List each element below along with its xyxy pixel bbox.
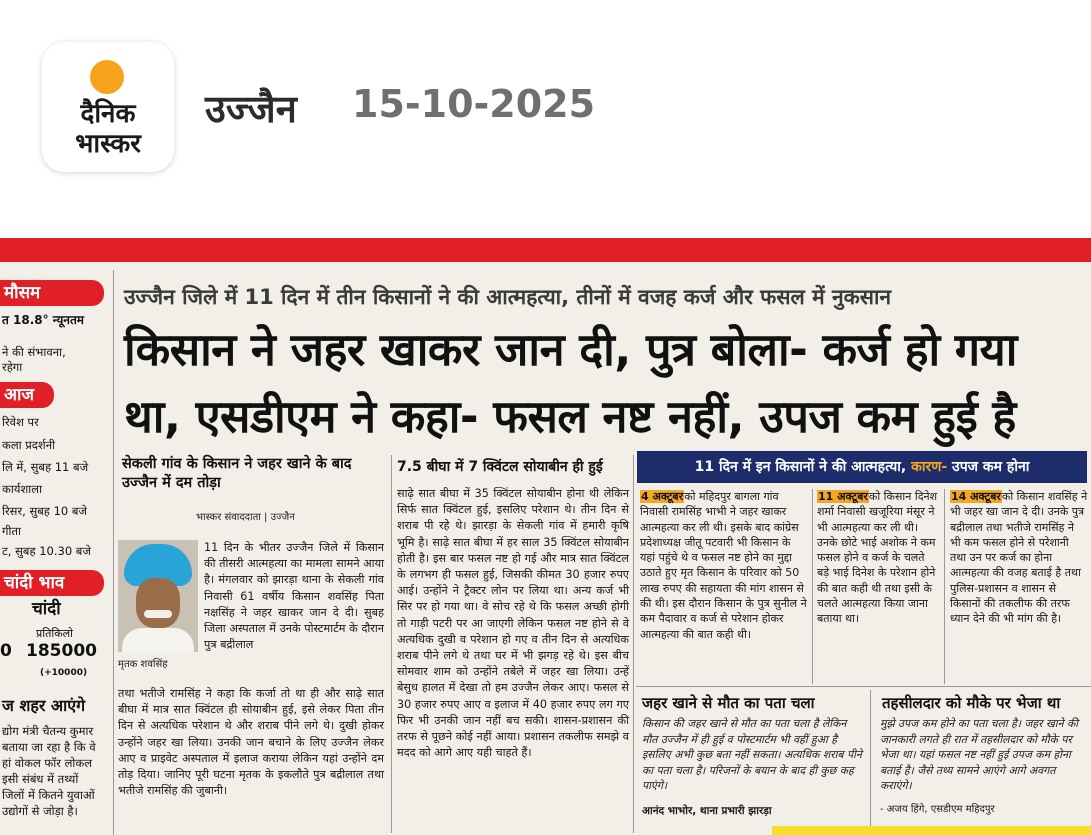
face-shape <box>136 578 180 628</box>
col3-divider-a <box>812 489 813 684</box>
col2-subhead: 7.5 बीघा में 7 क्विंटल सोयाबीन ही हुई <box>397 459 603 475</box>
silver-left-digit: 0 <box>0 641 12 661</box>
col3-header-highlight: कारण- <box>911 459 948 475</box>
city-visit-line-6: उद्योगों से जोड़ा है। <box>2 804 78 818</box>
box2-title: तहसीलदार को मौके पर भेजा था <box>882 694 1061 712</box>
headline-line-1: किसान ने जहर खाकर जान दी, पुत्र बोला- कर्ज हो गया <box>124 323 1017 376</box>
edition-date: 15-10-2025 <box>352 82 596 126</box>
moustache-shape <box>144 610 172 618</box>
today-line-2: कला प्रदर्शनी <box>2 438 56 452</box>
farmer-photo <box>118 540 198 652</box>
box2-body: मुझे उपज कम होने का पता चला है। जहर खाने की जानकारी लगते ही रात में तहसीलदार को मौके पर भेजा था। यहां फसल नष्ट नहीं हुई उपज कम होना बताई है। जैसे तथ्य सामने आएंगे आगे अवगत कराएंगे। <box>880 717 1079 792</box>
weather-temp: त 18.8° न्यूनतम <box>2 313 84 327</box>
col3-item-1-date: 4 अक्टूबर <box>641 490 684 503</box>
col2-body: साढ़े सात बीघा में 35 क्विंटल सोयाबीन होना थी लेकिन सिर्फ सात क्विंटल हुई, इसलिए परेशान थे। तीन दिन से शराब पी रहे थे। झारड़ा के सेकली गांव में हमारी कृषि भूमि है। साढ़े सात बीघा में हर साल 35 क्विंटल सोयाबीन होती है। इस बार फसल नष्ट हो गई और मात्र सात क्विंटल के लगभग ही फसल हुई, जिसकी कीमत 30 हजार रुपए आई। उन्होंने ने ट्रैक्टर लोन पर लिया था। अन्य कर्ज भी सिर पर हो गया था। वे सोच रहे थे कि फसल अच्छी होगी तो गाड़ी पटरी पर आ जाएगी लेकिन फसल नष्ट होने से वे अत्यधिक दुखी व परेशान हो गए व तीन दिन से अत्यधिक शराब पीने लगे थे तथा घर में भी झगड़ रहे थे। इस बीच सोमवार शाम को उन्होंने तबेले में जहर खा लिया। उन्हें बेसुध हालत में देखा तो हम उज्जैन लेकर आए। फसल से 30 हजार रुपए आए व इलाज में 40 हजार रुपए लग गए फिर भी उनकी जान नहीं बच सकी। शासन-प्रशासन की तरफ से पूछने कोई नहीं आया। प्रशासन तकलीफ समझे व मदद को आगे आए यही चाहते हैं। <box>397 487 629 760</box>
box1-credit: आनंद भाभोर, थाना प्रभारी झारड़ा <box>642 805 772 817</box>
today-line-1: रिवेश पर <box>2 415 39 429</box>
col3-item-3-date: 14 अक्टूबर <box>951 490 1001 503</box>
logo-word-1: दैनिक <box>80 99 136 129</box>
col3-header-pre: 11 दिन में इन किसानों ने की आत्महत्या, <box>694 459 907 475</box>
col3-item-3-text: को किसान शवसिंह ने भी जहर खा जान दे दी। उनके पुत्र बद्रीलाल तथा भतीजे रामसिंह ने भी कम फसल होने से परेशानी तथा उन पर कर्ज का होना आत्महत्या की वजह बताई है तथा पुलिस-प्रशासन व शासन से किसानों की तकलीफ की तरफ ध्यान देने की भी मांग की है। <box>950 490 1088 626</box>
today-line-5: रिसर, सुबह 10 बजे <box>2 504 87 518</box>
col3-header-bar <box>637 451 1087 483</box>
col3-bottom-rule <box>636 686 1091 687</box>
col3-item-2 <box>817 489 939 627</box>
col1-body-bottom: तथा भतीजे रामसिंह ने कहा कि कर्जा तो था ही और साढ़े सात बीघा में मात्र सात क्विंटल ही सोयाबीन हुई, इसे लेकर पिता तीन दिन से अत्यधिक परेशान थे और शराब पीने लगे थे। दुखी होकर उन्होंने जहर खा लिया। उनकी जान बचाने के लिए उज्जैन लेकर आए व प्राइवेट अस्पताल में इलाज कराया लेकिन यहां उन्होंने दम तोड़ दिया। जानिए पूरी घटना मृतक के इकलौते पुत्र बद्रीलाल तथा भतीजे रामसिंह की जुबानी। <box>118 687 384 798</box>
today-line-6: गीता <box>2 524 21 538</box>
silver-price: 185000 <box>26 641 97 661</box>
photo-caption: मृतक शवसिंह <box>118 659 168 670</box>
box1-body: किसान की जहर खाने से मौत का पता चला है लेकिन मौत उज्जैन में ही हुई व पोस्टमार्टम भी वहीं हुआ है इसलिए अभी कुछ बता नहीं सकता। अत्यधिक शराब पीने का पता चला है। परिजनों के बयान के बाद ही कुछ कह पाएंगे। <box>642 717 862 792</box>
edition-city: उज्जैन <box>205 87 297 131</box>
left-sidebar <box>0 268 112 835</box>
city-visit-line-2: बताया जा रहा है कि वे <box>2 740 96 754</box>
city-visit-line-3: हां वोकल फॉर लोकल <box>2 756 93 770</box>
col3-header-post: उपज कम होना <box>952 459 1030 475</box>
col-divider-2 <box>633 455 634 833</box>
app-logo <box>42 42 174 172</box>
byline: भास्कर संवाददाता | उज्जैन <box>196 512 295 523</box>
col3-item-2-date: 11 अक्टूबर <box>818 490 868 503</box>
box1-title: जहर खाने से मौत का पता चला <box>642 694 815 712</box>
weather-note-1: ने की संभावना, <box>2 345 66 359</box>
weather-heading: मौसम <box>0 280 104 306</box>
logo-word-2: भास्कर <box>75 129 141 159</box>
weather-note-2: रहेगा <box>2 360 23 374</box>
col3-item-1 <box>640 489 808 642</box>
article-kicker: उज्जैन जिले में 11 दिन में तीन किसानों ने की आत्महत्या, तीनों में वजह कर्ज और फसल में नुकसान <box>124 285 892 309</box>
col1-subhead: सेकली गांव के किसान ने जहर खाने के बाद उज्जैन में दम तोड़ा <box>122 456 352 491</box>
page-red-band <box>0 238 1091 262</box>
silver-unit: प्रतिकिलो <box>36 627 73 640</box>
col3-item-3 <box>950 489 1088 627</box>
city-visit-line-5: जिलों में कितने युवाओं <box>2 788 95 802</box>
col1-body-top: 11 दिन के भीतर उज्जैन जिले में किसान की तीसरी आत्महत्या का मामला सामने आया है। मंगलवार को झारड़ा थाना के सेकली गांव निवासी 61 वर्षीय किसान शवसिंह पिता नक्षसिंह ने जहर खाकर जान दे दी। सुबह जिला अस्पताल में उनके पोस्टमार्टम के दौरान पुत्र बद्रीलाल <box>204 541 384 652</box>
city-visit-line-4: इसी संबंध में तथ्यों <box>2 772 79 786</box>
col3-divider-b <box>944 489 945 684</box>
today-heading: आज <box>0 382 54 408</box>
col-divider-1 <box>391 455 392 833</box>
today-line-7: ट, सुबह 10.30 बजे <box>2 544 91 558</box>
sidebar-divider <box>113 270 114 835</box>
col3-item-2-text: को किसान दिनेश शर्मा निवासी खजूरिया मंसूर ने भी आत्महत्या कर ली थी। उनके छोटे भाई अशोक ने कम फसल होने व कर्ज के चलते बड़े भाई दिनेश के परेशान होने की बात कही थी तथा इसी के चलते आत्महत्या किया जाना बताया था। <box>817 490 938 626</box>
city-visit-heading: ज शहर आएंगे <box>2 696 86 715</box>
silver-label: चांदी <box>32 599 61 619</box>
col3-item-1-text: को महिदपुर बागला गांव निवासी रामसिंह भाभी ने जहर खाकर आत्महत्या कर ली थी। इसके बाद कांग्रेस प्रदेशाध्यक्ष जीतू पटवारी भी किसान के यहां पहुंचे थे व फसल नष्ट होने का मुद्दा उठाते हुए मृत किसान के परिवार को 50 लाख रुपए की सहायता की मांग शासन से की थी। इस दौरान किसान के पुत्र सुनील ने कम पैदावार व कर्ज से परेशान होकर आत्महत्या की बात कही थी। <box>640 490 807 641</box>
shirt-shape <box>122 628 194 652</box>
box2-credit: - अजय हिंगे, एसडीएम महिदपुर <box>880 804 995 815</box>
box-divider <box>870 690 871 830</box>
today-line-4: कार्यशाला <box>2 482 43 496</box>
silver-change: (+10000) <box>40 668 88 678</box>
headline-line-2: था, एसडीएम ने कहा- फसल नष्ट नहीं, उपज कम हुई है <box>124 390 1016 443</box>
city-visit-line-1: द्योग मंत्री चैतन्य कुमार <box>2 724 94 738</box>
today-line-3: लि में, सुबह 11 बजे <box>2 460 89 474</box>
sun-icon <box>90 60 124 94</box>
silver-heading: चांदी भाव <box>0 570 104 596</box>
bottom-yellow-strip <box>772 826 1091 835</box>
